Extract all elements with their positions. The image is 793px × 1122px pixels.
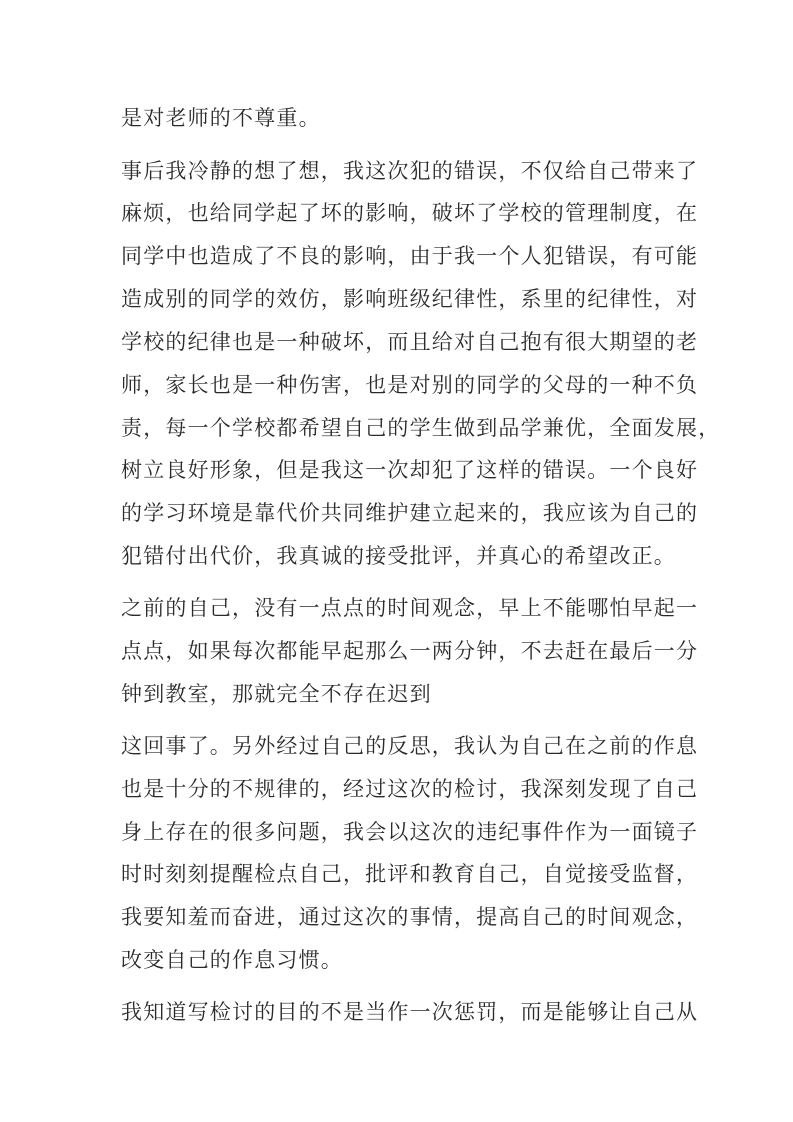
text-line: 责，每一个学校都希望自己的学生做到品学兼优，全面发展， [121,416,721,440]
text-line: 犯错付出代价，我真诚的接受批评，并真心的希望改正。 [121,544,676,568]
text-line: 是对老师的不尊重。 [121,106,321,130]
text-line: 钟到教室，那就完全不存在迟到 [121,682,432,706]
text-line: 事后我冷静的想了想，我这次犯的错误，不仅给自己带来了 [121,159,699,183]
text-line: 我要知羞而奋进，通过这次的事情，提高自己的时间观念， [121,905,699,929]
text-line: 我知道写检讨的目的不是当作一次惩罚，而是能够让自己从 [121,1000,699,1024]
text-line: 同学中也造成了不良的影响，由于我一个人犯错误，有可能 [121,244,699,268]
text-line: 的学习环境是靠代价共同维护建立起来的，我应该为自己的 [121,501,699,525]
text-line: 麻烦，也给同学起了坏的影响，破坏了学校的管理制度，在 [121,201,699,225]
text-line: 点点，如果每次都能早起那么一两分钟，不去赶在最后一分 [121,639,699,663]
text-line: 造成别的同学的效仿，影响班级纪律性，系里的纪律性，对 [121,287,699,311]
text-line: 时时刻刻提醒检点自己，批评和教育自己，自觉接受监督， [121,862,699,886]
text-line: 身上存在的很多问题，我会以这次的违纪事件作为一面镜子 [121,820,699,844]
text-line: 也是十分的不规律的，经过这次的检讨，我深刻发现了自己 [121,777,699,801]
text-line: 之前的自己，没有一点点的时间观念，早上不能哪怕早起一 [121,596,699,620]
text-line: 改变自己的作息习惯。 [121,948,343,972]
text-line: 树立良好形象，但是我这一次却犯了这样的错误。一个良好 [121,458,699,482]
text-line: 学校的纪律也是一种破坏，而且给对自己抱有很大期望的老 [121,330,699,354]
text-line: 这回事了。另外经过自己的反思，我认为自己在之前的作息 [121,734,699,758]
text-line: 师，家长也是一种伤害，也是对别的同学的父母的一种不负 [121,373,699,397]
